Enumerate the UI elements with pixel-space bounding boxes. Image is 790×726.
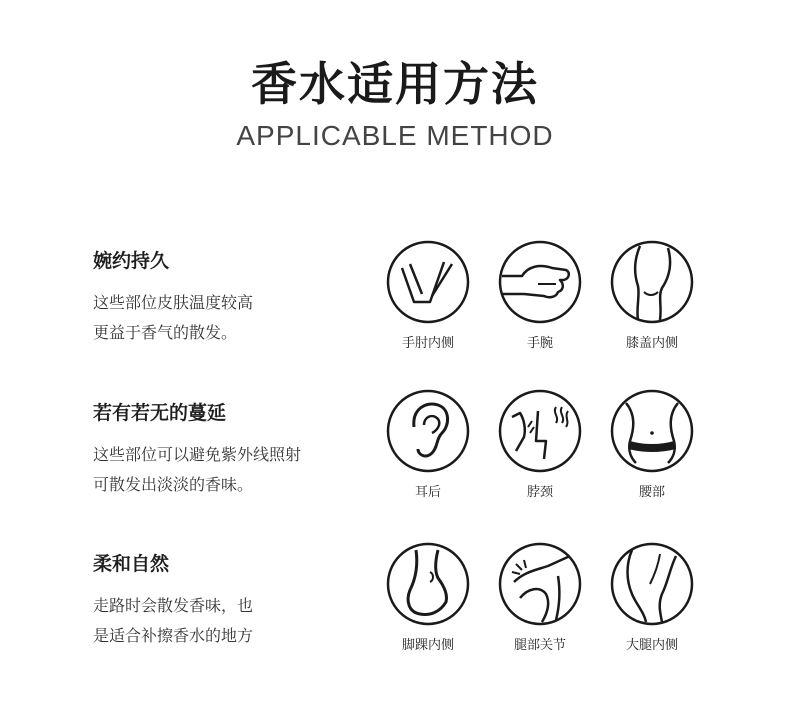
icon-label: 耳后	[414, 485, 441, 500]
section-desc-line: 更益于香气的散发。	[93, 323, 238, 342]
elbow-icon	[386, 240, 470, 324]
knee-icon	[610, 240, 694, 324]
section-description	[93, 440, 363, 500]
section-title: 婉约持久	[93, 250, 170, 272]
section-title: 柔和自然	[93, 553, 170, 575]
section-title: 若有若无的蔓延	[93, 402, 227, 424]
section-description	[93, 288, 363, 348]
section-desc-line: 这些部位可以避免紫外线照射	[93, 445, 302, 464]
icon-label: 大腿内侧	[625, 638, 678, 653]
page-subtitle: APPLICABLE METHOD	[236, 120, 554, 151]
icon-label: 腰部	[638, 485, 665, 500]
neck-icon	[498, 389, 582, 473]
icon-label: 手腕	[526, 336, 553, 351]
section-description	[93, 591, 363, 651]
ear-icon	[386, 389, 470, 473]
leg-joint-icon	[498, 542, 582, 626]
icon-label: 脖颈	[526, 485, 553, 500]
page-title: 香水适用方法	[251, 57, 539, 111]
wrist-icon	[498, 240, 582, 324]
icon-label: 膝盖内侧	[625, 336, 678, 351]
section-desc-line: 这些部位皮肤温度较高	[93, 293, 254, 312]
icon-label: 腿部关节	[513, 638, 566, 653]
thigh-icon	[610, 542, 694, 626]
icon-label: 手肘内侧	[401, 336, 454, 351]
waist-icon	[610, 389, 694, 473]
section-desc-line: 可散发出淡淡的香味。	[93, 475, 254, 494]
ankle-icon	[386, 542, 470, 626]
icon-label: 脚踝内侧	[401, 638, 454, 653]
section-desc-line: 走路时会散发香味，也	[93, 596, 254, 615]
section-desc-line: 是适合补擦香水的地方	[93, 626, 254, 645]
